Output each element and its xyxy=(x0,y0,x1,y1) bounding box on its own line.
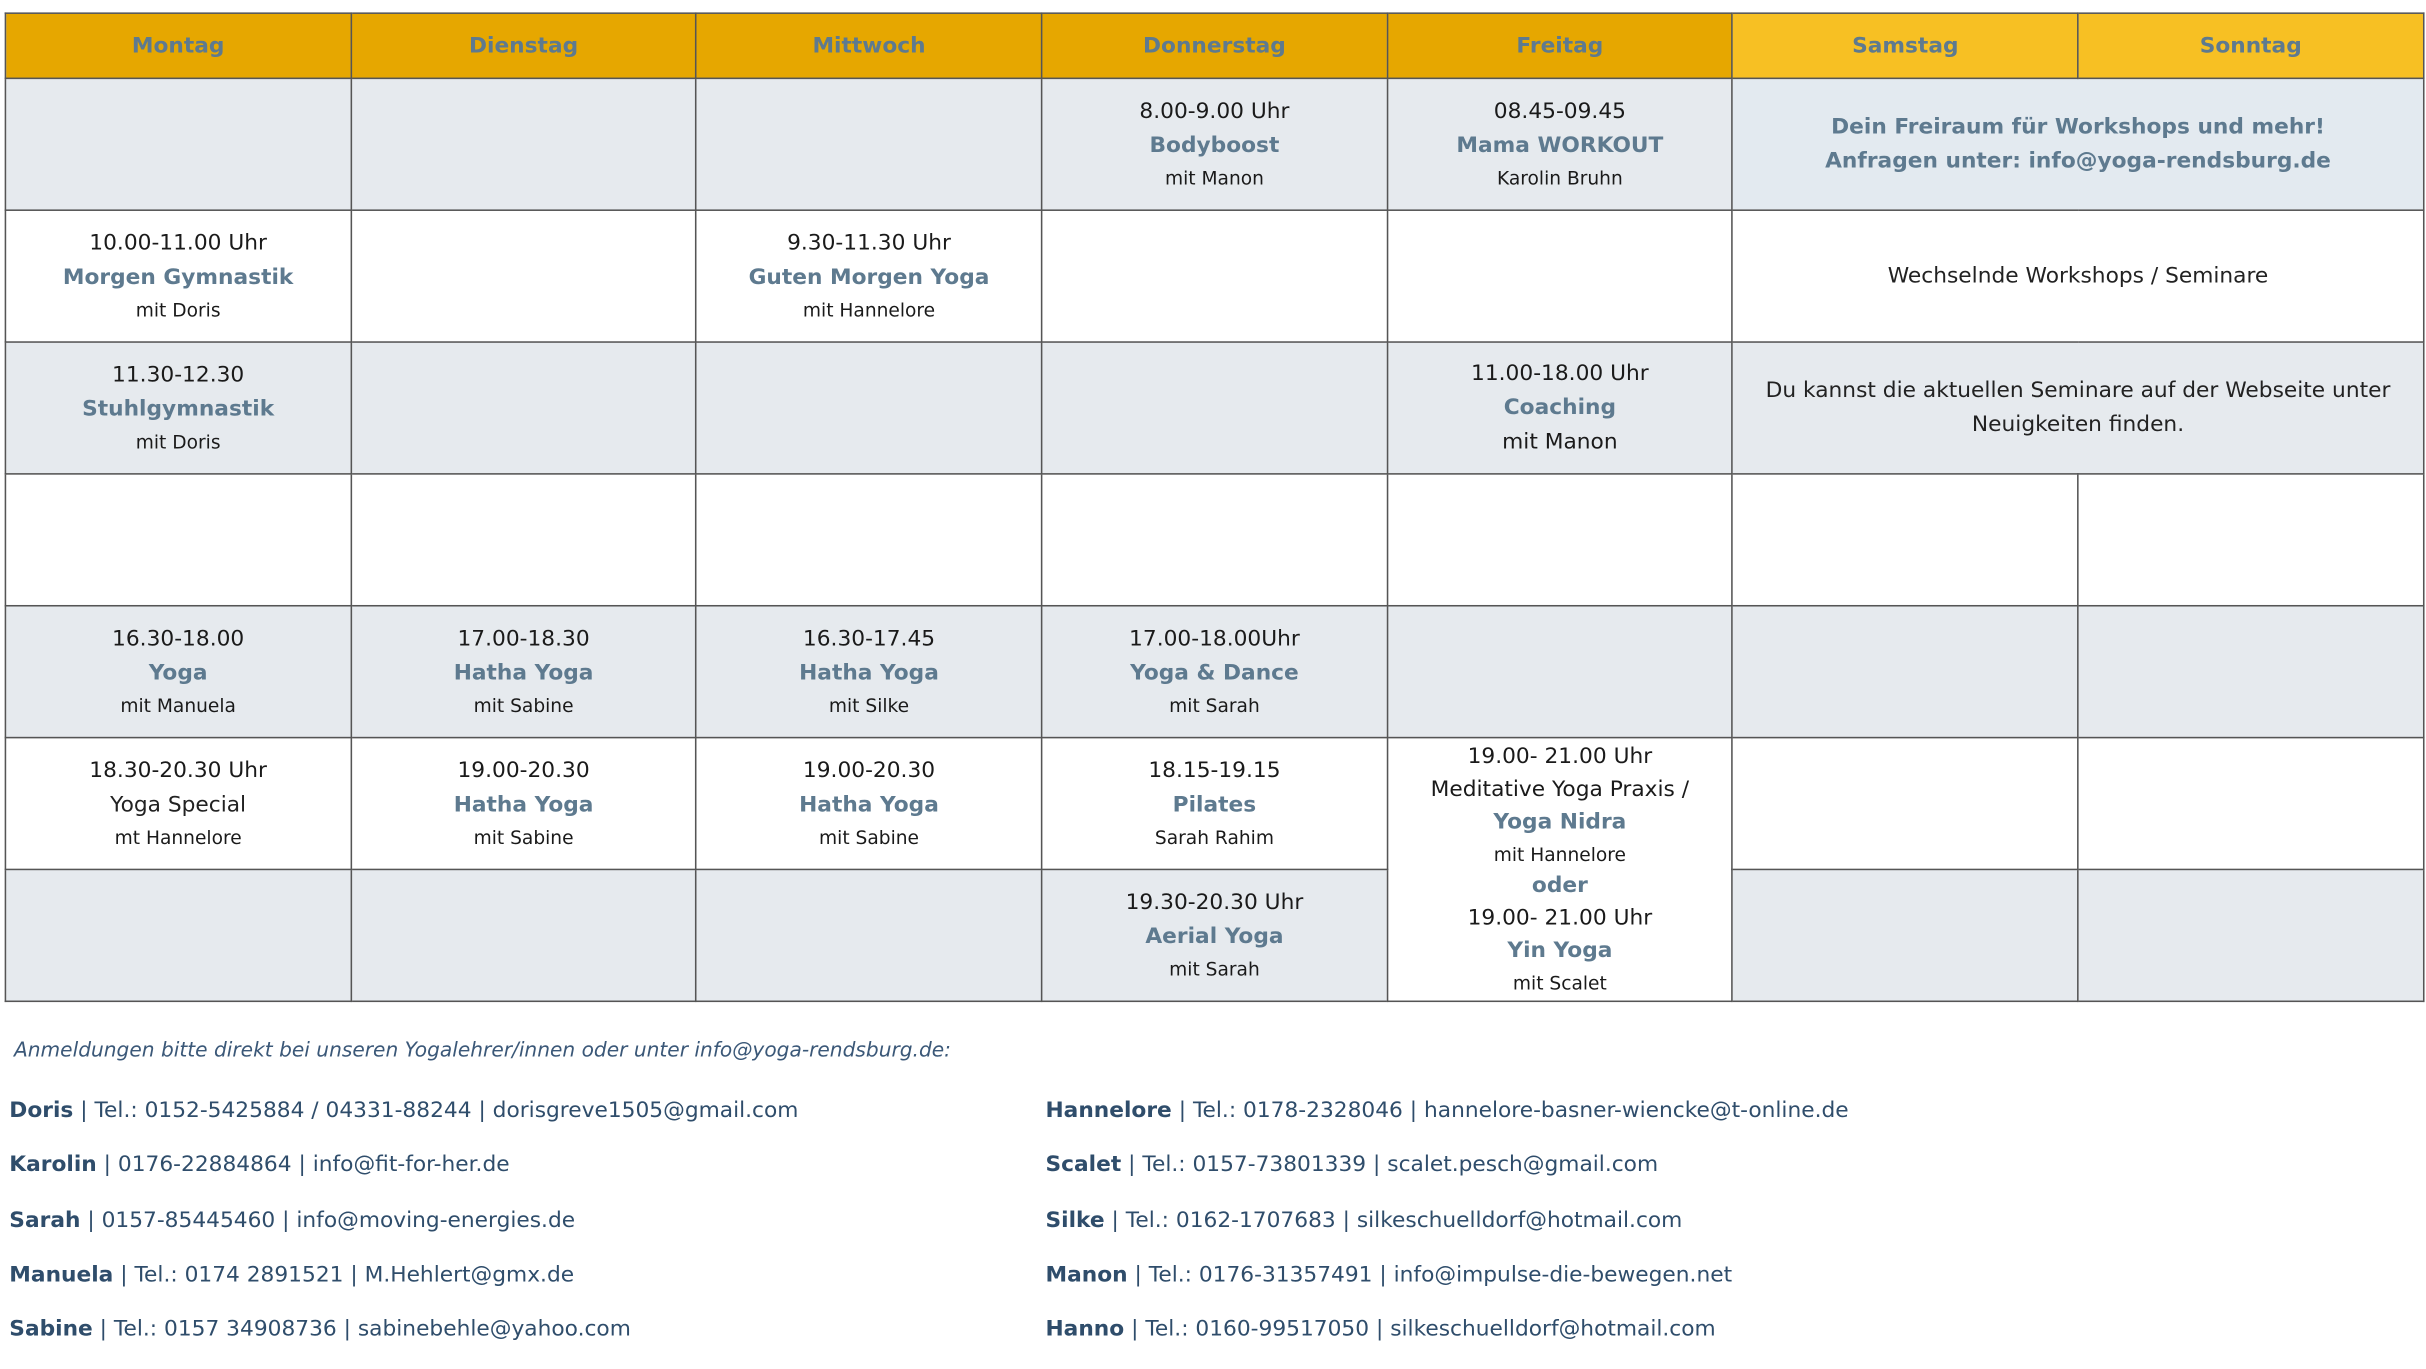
separator: | xyxy=(336,1317,358,1343)
session-cell xyxy=(696,738,1041,870)
session-time: 8.00-9.00 Uhr xyxy=(1139,99,1290,125)
separator: | xyxy=(80,1207,102,1233)
contact-phone: Tel.: 0178-2328046 xyxy=(1192,1098,1403,1124)
weekend-seminare-cell xyxy=(1733,342,2424,474)
session-cell xyxy=(1042,869,1387,1001)
day-header-mittwoch: Mittwoch xyxy=(696,13,1041,78)
empty-cell xyxy=(5,474,350,606)
session-teacher: mit Sabine xyxy=(473,826,574,849)
session-cell xyxy=(1042,606,1387,738)
empty-cell xyxy=(351,474,696,606)
contact-name: Sabine xyxy=(9,1317,93,1343)
empty-cell xyxy=(1733,474,2078,606)
session-name: Aerial Yoga xyxy=(1145,924,1284,950)
session-teacher: Sarah Rahim xyxy=(1154,826,1274,849)
contact-phone: Tel.: 0157 34908736 xyxy=(113,1317,337,1343)
separator: | xyxy=(73,1098,95,1124)
session-time: 11.30-12.30 xyxy=(112,362,245,388)
day-header-freitag: Freitag xyxy=(1387,13,1732,78)
session-cell xyxy=(5,738,350,870)
separator: | xyxy=(96,1153,118,1178)
session-name: Mama WORKOUT xyxy=(1456,133,1664,159)
session-cell xyxy=(5,210,350,342)
contact-list-right xyxy=(1046,1095,1849,1369)
weekend-seminare-text: Du kannst die aktuellen Seminare auf der Webseite unter Neuigkeiten finden. xyxy=(1765,378,2391,438)
session-time: 19.00- 21.00 Uhr xyxy=(1467,743,1653,769)
session-name: Pilates xyxy=(1172,792,1257,818)
empty-cell xyxy=(2078,474,2423,606)
session-time: 10.00-11.00 Uhr xyxy=(89,231,267,256)
session-teacher: mit Hannelore xyxy=(1493,843,1626,865)
empty-cell xyxy=(696,78,1041,210)
session-name: Hatha Yoga xyxy=(453,660,594,686)
empty-cell xyxy=(1387,606,1732,738)
session-cell xyxy=(5,342,350,474)
contact-item xyxy=(1046,1205,1849,1260)
contact-item xyxy=(1046,1150,1849,1205)
separator: | xyxy=(471,1098,493,1124)
contact-name: Silke xyxy=(1045,1207,1105,1233)
session-teacher: Karolin Bruhn xyxy=(1496,167,1623,190)
session-teacher: mit Manuela xyxy=(120,694,236,717)
contact-email[interactable]: silkeschuelldorf@hotmail.com xyxy=(1356,1207,1683,1233)
weekend-ad-line2: Anfragen unter: info@yoga-rendsburg.de xyxy=(1825,148,2331,174)
session-time: 11.00-18.00 Uhr xyxy=(1471,361,1649,387)
empty-cell xyxy=(1387,210,1732,342)
session-name: Coaching xyxy=(1503,395,1617,421)
contact-email[interactable]: silkeschuelldorf@hotmail.com xyxy=(1390,1317,1716,1343)
contact-email[interactable]: info@moving-energies.de xyxy=(296,1207,576,1233)
separator: | xyxy=(1171,1098,1193,1124)
contact-name: Karolin xyxy=(9,1153,97,1178)
day-header-dienstag: Dienstag xyxy=(351,13,696,78)
session-teacher: mit Manon xyxy=(1164,167,1264,190)
contact-item xyxy=(9,1314,798,1369)
contact-item xyxy=(9,1150,798,1205)
session-teacher: mit Manon xyxy=(1502,429,1618,455)
registration-note: Anmeldungen bitte direkt bei unseren Yogalehrer/innen oder unter info@yoga-rendsburg.de: xyxy=(13,1039,951,1063)
session-teacher: mit Sarah xyxy=(1169,694,1260,717)
empty-cell xyxy=(2078,869,2423,1001)
session-name: Yin Yoga xyxy=(1507,937,1613,963)
session-time: 19.00-20.30 xyxy=(457,758,590,784)
separator: | xyxy=(1366,1153,1388,1178)
session-cell xyxy=(351,738,696,870)
session-time: 08.45-09.45 xyxy=(1493,99,1626,125)
session-cell xyxy=(1042,78,1387,210)
weekend-workshops-cell xyxy=(1733,210,2424,342)
session-name: Yoga & Dance xyxy=(1130,660,1299,686)
session-time: 9.30-11.30 Uhr xyxy=(787,231,951,256)
empty-cell xyxy=(1733,606,2078,738)
contact-name: Doris xyxy=(9,1098,74,1124)
empty-cell xyxy=(1733,869,2078,1001)
separator: | xyxy=(1335,1207,1357,1233)
empty-cell xyxy=(1042,342,1387,474)
contact-item xyxy=(9,1095,798,1150)
session-time: 18.15-19.15 xyxy=(1148,758,1281,784)
weekend-ad-line1: Dein Freiraum für Workshops und mehr! xyxy=(1831,114,2325,140)
day-header-sonntag: Sonntag xyxy=(2078,13,2423,78)
contact-email[interactable]: sabinebehle@yahoo.com xyxy=(357,1317,631,1343)
schedule-row xyxy=(5,210,2423,342)
contact-email[interactable]: scalet.pesch@gmail.com xyxy=(1387,1153,1659,1178)
session-teacher: mit Doris xyxy=(135,299,221,322)
empty-cell xyxy=(696,474,1041,606)
session-teacher: mit Hannelore xyxy=(802,299,936,322)
empty-cell xyxy=(5,78,350,210)
day-header-samstag: Samstag xyxy=(1733,13,2078,78)
separator: | xyxy=(113,1262,135,1288)
contact-phone: 0176-22884864 xyxy=(117,1153,292,1178)
separator: | xyxy=(1369,1317,1391,1343)
weekend-ad-cell xyxy=(1733,78,2424,210)
separator: | xyxy=(1127,1262,1149,1288)
empty-cell xyxy=(2078,606,2423,738)
contact-item xyxy=(1046,1259,1849,1314)
session-time: 19.00-20.30 xyxy=(802,758,936,784)
separator: | xyxy=(1121,1153,1143,1178)
session-name: Morgen Gymnastik xyxy=(62,265,294,291)
contact-phone: Tel.: 0176-31357491 xyxy=(1148,1262,1373,1288)
contact-phone: Tel.: 0157-73801339 xyxy=(1142,1153,1367,1178)
empty-cell xyxy=(1042,474,1387,606)
schedule-row xyxy=(5,78,2423,210)
session-cell xyxy=(5,606,350,738)
session-teacher: mit Silke xyxy=(828,694,910,717)
contact-list-left xyxy=(9,1095,798,1369)
empty-cell xyxy=(1387,474,1732,606)
contact-item xyxy=(9,1205,798,1260)
separator: | xyxy=(1372,1262,1394,1288)
contact-phone: 0157-85445460 xyxy=(101,1207,276,1233)
schedule-table xyxy=(5,12,2425,1002)
session-time: 17.00-18.30 xyxy=(457,626,590,652)
empty-cell xyxy=(2078,738,2423,870)
contact-name: Hannelore xyxy=(1045,1098,1172,1124)
day-header-montag: Montag xyxy=(5,13,350,78)
session-name: Stuhlgymnastik xyxy=(82,397,275,422)
empty-cell xyxy=(351,210,696,342)
contact-phone: Tel.: 0160-99517050 xyxy=(1145,1317,1370,1343)
session-time: 16.30-17.45 xyxy=(802,626,936,652)
schedule-row xyxy=(5,606,2423,738)
empty-cell xyxy=(696,869,1041,1001)
contact-item xyxy=(1046,1095,1849,1150)
session-cell xyxy=(1387,342,1732,474)
contact-phone: Tel.: 0174 2891521 xyxy=(134,1262,344,1288)
separator: | xyxy=(291,1153,313,1178)
separator: | xyxy=(1402,1098,1425,1124)
contact-name: Hanno xyxy=(1045,1317,1125,1343)
contact-email[interactable]: info@impulse-die-bewegen.net xyxy=(1393,1262,1733,1288)
session-cell xyxy=(1042,738,1387,870)
session-name: Yoga Special xyxy=(110,792,247,818)
session-cell-evening xyxy=(1387,738,1732,1002)
empty-cell xyxy=(351,869,696,1001)
contact-phone: Tel.: 0162-1707683 xyxy=(1125,1207,1336,1233)
separator: | xyxy=(1104,1207,1126,1233)
session-name-part1: Meditative Yoga Praxis / xyxy=(1430,776,1690,802)
schedule-row xyxy=(5,738,2423,870)
session-name: Bodyboost xyxy=(1149,133,1280,159)
schedule-row xyxy=(5,474,2423,606)
session-or-label: oder xyxy=(1531,872,1588,898)
session-time: 18.30-20.30 Uhr xyxy=(89,758,267,784)
empty-cell xyxy=(1733,738,2078,870)
contact-name: Scalet xyxy=(1045,1153,1122,1178)
session-name: Hatha Yoga xyxy=(799,792,939,818)
session-name: Hatha Yoga xyxy=(799,660,939,686)
day-header-row xyxy=(5,13,2423,78)
weekend-workshops-text: Wechselnde Workshops / Seminare xyxy=(1887,263,2269,289)
session-teacher: mit Doris xyxy=(135,431,221,453)
schedule-row xyxy=(5,342,2423,474)
contact-name: Sarah xyxy=(9,1207,81,1233)
separator: | xyxy=(343,1262,365,1288)
session-teacher: mt Hannelore xyxy=(114,826,242,849)
session-time: 19.00- 21.00 Uhr xyxy=(1467,905,1653,930)
session-time: 16.30-18.00 xyxy=(112,626,245,652)
session-teacher: mit Scalet xyxy=(1512,971,1607,994)
session-cell xyxy=(696,606,1041,738)
empty-cell xyxy=(351,342,696,474)
empty-cell xyxy=(696,342,1041,474)
session-name: Hatha Yoga xyxy=(453,792,594,818)
contact-email[interactable]: info@fit-for-her.de xyxy=(312,1153,510,1178)
empty-cell xyxy=(1042,210,1387,342)
contact-email[interactable]: M.Hehlert@gmx.de xyxy=(364,1262,575,1288)
contact-email[interactable]: hannelore-basner-wiencke@t-online.de xyxy=(1424,1098,1849,1124)
separator: | xyxy=(92,1317,114,1343)
session-teacher: mit Sabine xyxy=(473,694,574,717)
empty-cell xyxy=(351,78,696,210)
empty-cell xyxy=(5,869,350,1001)
day-header-donnerstag: Donnerstag xyxy=(1042,13,1387,78)
contact-phone: Tel.: 0152-5425884 / 04331-88244 xyxy=(94,1098,472,1124)
session-cell xyxy=(351,606,696,738)
session-cell xyxy=(696,210,1041,342)
session-teacher: mit Sabine xyxy=(819,826,919,849)
separator: | xyxy=(275,1207,297,1233)
contact-item xyxy=(1046,1314,1849,1369)
session-name: Guten Morgen Yoga xyxy=(748,265,990,291)
separator: | xyxy=(1124,1317,1146,1343)
contact-name: Manuela xyxy=(9,1262,114,1288)
contact-email[interactable]: dorisgreve1505@gmail.com xyxy=(492,1098,799,1124)
contact-name: Manon xyxy=(1045,1262,1128,1288)
contact-item xyxy=(9,1259,798,1314)
schedule-row xyxy=(5,869,2423,1001)
session-teacher: mit Sarah xyxy=(1169,958,1260,981)
session-cell xyxy=(1387,78,1732,210)
session-name: Yoga xyxy=(148,660,208,686)
session-time: 19.30-20.30 Uhr xyxy=(1125,890,1304,916)
session-time: 17.00-18.00Uhr xyxy=(1129,626,1300,652)
session-name-part2: Yoga Nidra xyxy=(1493,808,1627,834)
